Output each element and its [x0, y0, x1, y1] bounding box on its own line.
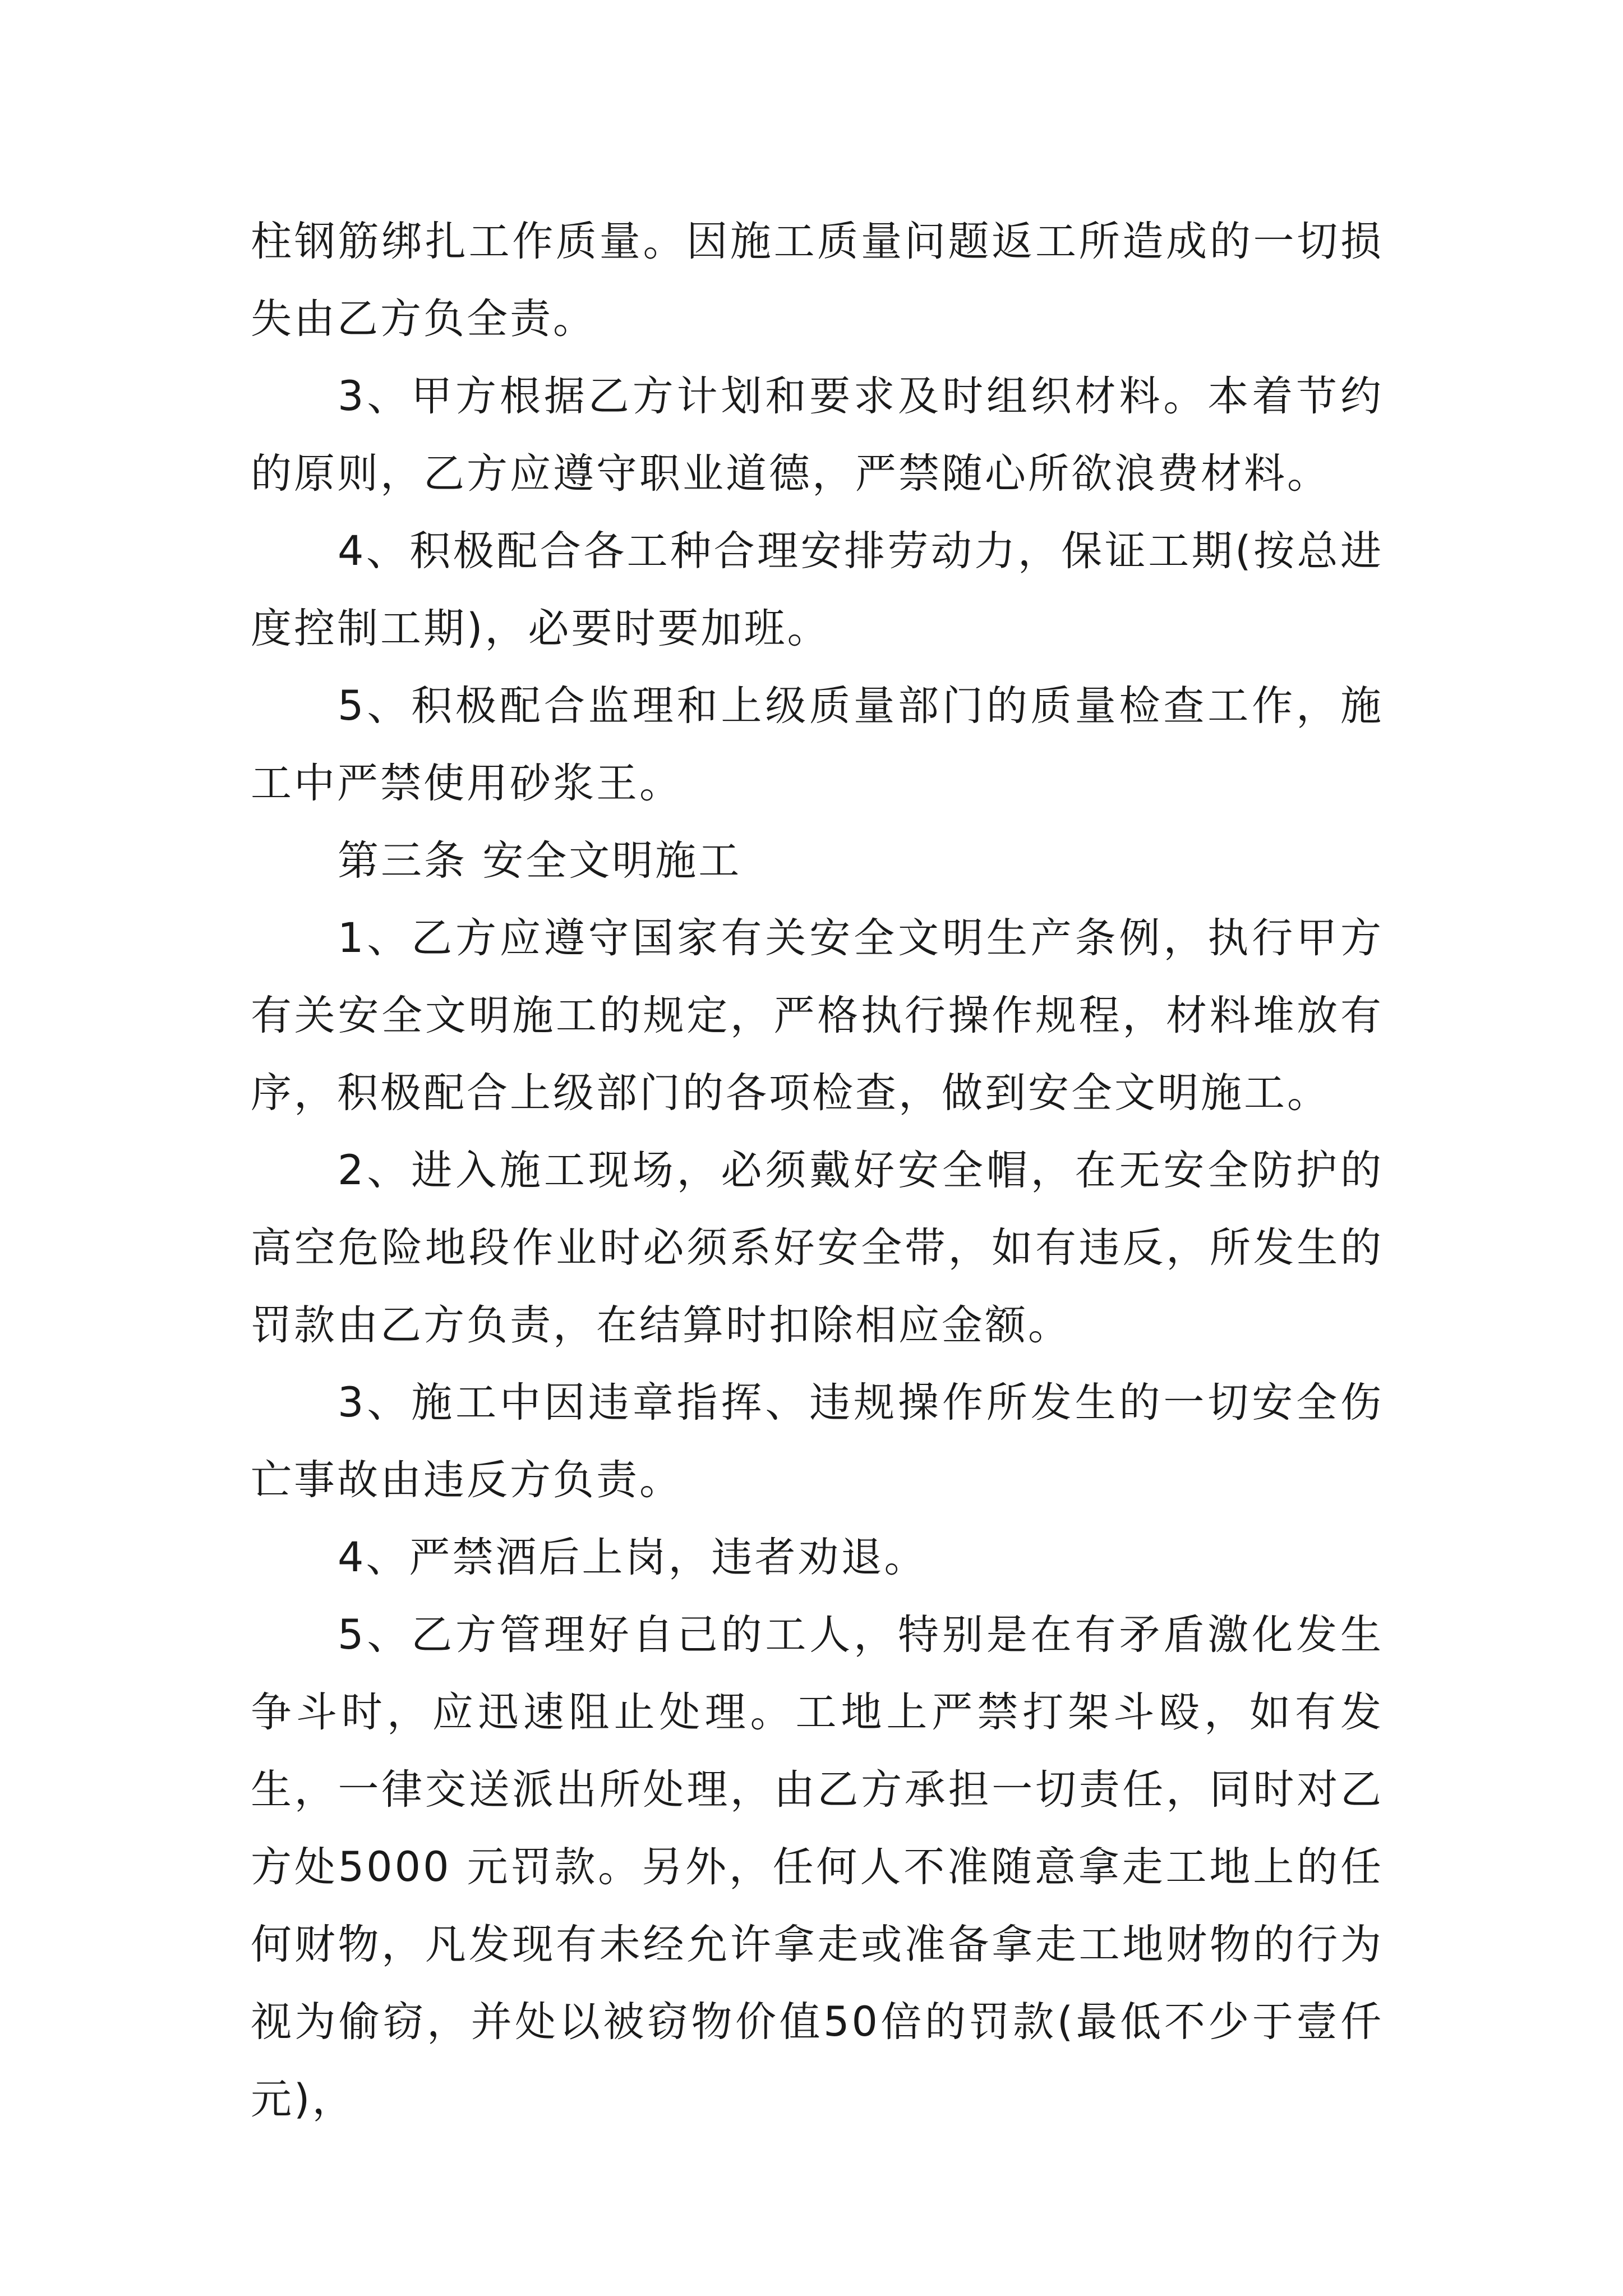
paragraph: 3、施工中因违章指挥、违规操作所发生的一切安全伤亡事故由违反方负责。: [251, 1379, 1384, 1504]
section-heading: 第三条 安全文明施工: [338, 837, 742, 885]
paragraph: 2、进入施工现场，必须戴好安全帽，在无安全防护的高空危险地段作业时必须系好安全带，如有违反，所发生的罚款由乙方负责，在结算时扣除相应金额。: [251, 1147, 1384, 1349]
paragraph: 3、甲方根据乙方计划和要求及时组织材料。本着节约的原则，乙方应遵守职业道德，严禁随心所欲浪费材料。: [251, 372, 1384, 498]
document-body: [251, 203, 1384, 2138]
paragraph: 1、乙方应遵守国家有关安全文明生产条例，执行甲方有关安全文明施工的规定，严格执行操作规程，材料堆放有序，积极配合上级部门的各项检查，做到安全文明施工。: [251, 914, 1384, 1117]
paragraph: 4、严禁酒后上岗，违者劝退。: [338, 1534, 928, 1581]
paragraph: 柱钢筋绑扎工作质量。因施工质量问题返工所造成的一切损失由乙方负全责。: [251, 218, 1384, 343]
paragraph: 4、积极配合各工种合理安排劳动力，保证工期(按总进度控制工期)，必要时要加班。: [251, 527, 1384, 652]
paragraph: 5、乙方管理好自己的工人，特别是在有矛盾激化发生争斗时，应迅速阻止处理。工地上严禁打架斗殴，如有发生，一律交送派出所处理，由乙方承担一切责任，同时对乙方处5000 元罚款。另外，任何人不准随意拿走工地上的任何财物，凡发现有未经允许拿走或准备拿走工地财物的行为视为偷窃，并处以被窃物价值50倍的罚款(最低不少于壹仟元)，: [251, 1611, 1384, 2123]
paragraph: 5、积极配合监理和上级质量部门的质量检查工作，施工中严禁使用砂浆王。: [251, 682, 1384, 807]
